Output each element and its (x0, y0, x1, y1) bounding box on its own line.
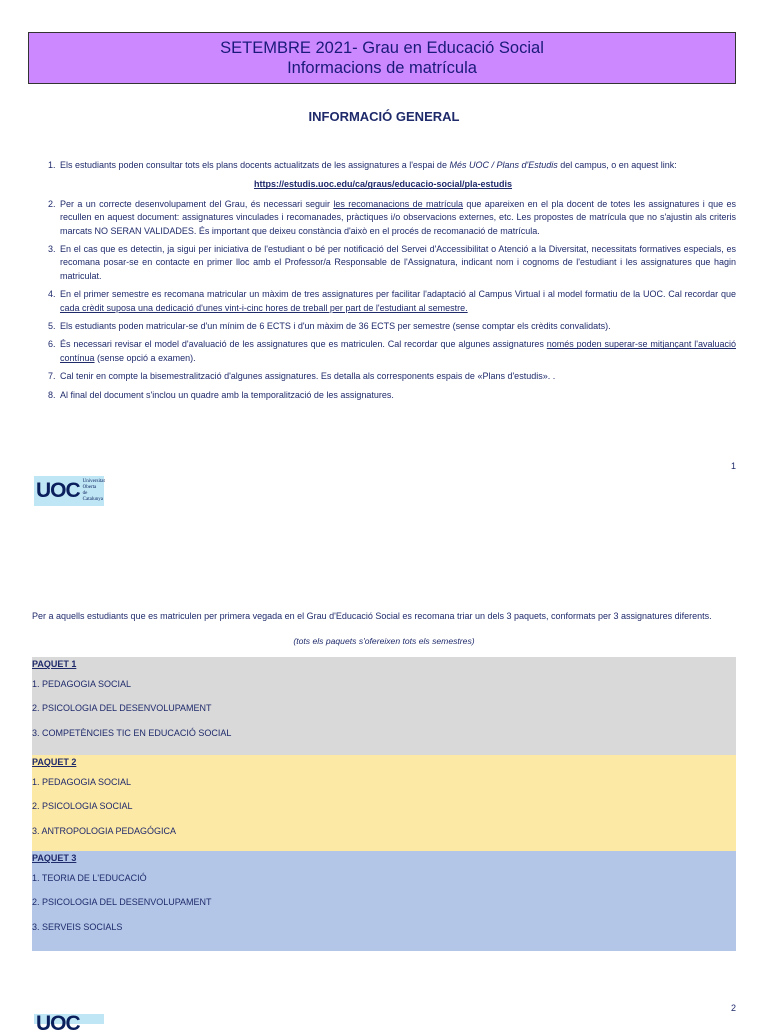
packet-title[interactable]: PAQUET 3 (32, 853, 77, 863)
logo-mark: UOC (36, 479, 80, 502)
item-number: 8. (48, 389, 56, 400)
item-text: En el cas que es detectin, ja sigui per iniciativa de l'estudiant o bé per notificació del Servei d'Accessibilitat o Atenció a la Diversitat, necessitats formatives especials, es recomana posar-se en contacte en primer lloc amb el Professor/a Responsable de l'Assignatura, indicant nom i cognoms de l'estudiant i les assignatures que hagin matriculat. (60, 244, 736, 281)
item-text: En el primer semestre es recomana matricular un màxim de tres assignatures per facilitar l'adaptació al Campus Virtual i al model formatiu de la UOC. Cal recordar que (60, 289, 736, 300)
item-text: (sense opció a examen). (94, 352, 196, 363)
info-item (30, 159, 736, 172)
underlined-text: cada crèdit suposa una dedicació d'unes vint-i-cinc hores de treball per part de l'estudiant al semestre. (60, 302, 468, 313)
item-text: Els estudiants poden consultar tots els plans docents actualitzats de les assignatures a l'espai de (60, 160, 450, 170)
packet-subject: 3. COMPETÈNCIES TIC EN EDUCACIÓ SOCIAL (32, 727, 232, 738)
packet-subject: 3. ANTROPOLOGIA PEDAGÓGICA (32, 825, 177, 836)
logo-mark: UOC (36, 1012, 80, 1035)
uoc-logo (34, 1012, 104, 1035)
info-item (30, 288, 736, 315)
item-text: Al final del document s'inclou un quadre amb la temporalització de les assignatures. (60, 389, 394, 400)
item-number: 3. (48, 244, 56, 255)
packet-title[interactable]: PAQUET 1 (32, 659, 77, 669)
packet-subject: 2. PSICOLOGIA DEL DESENVOLUPAMENT (32, 897, 212, 908)
item-number: 7. (48, 371, 56, 382)
uoc-logo (34, 476, 104, 506)
packet-subject: 3. SERVEIS SOCIALS (32, 921, 123, 932)
packet-3 (32, 851, 736, 951)
item-text: És necessari revisar el model d'avaluació de les assignatures que es matriculen. Cal recordar que algunes assignatures (60, 339, 547, 350)
item-number: 4. (48, 289, 56, 300)
intro-note: (tots els paquets s'ofereixen tots els semestres) (293, 636, 475, 646)
item-text: Els estudiants poden matricular-se d'un mínim de 6 ECTS i d'un màxim de 36 ECTS per semestre (sense comptar els crèdits convalidats). (60, 321, 611, 332)
info-item (30, 243, 736, 283)
item-number: 1. (48, 160, 56, 170)
item-text: Per a un correcte desenvolupament del Grau, és necessari seguir (60, 198, 334, 209)
section-title: INFORMACIÓ GENERAL (308, 109, 460, 124)
item-number: 2. (48, 198, 56, 209)
item-text: Cal tenir en compte la bisemestralització d'algunes assignatures. Es detalla als corresponents espais de «Plans d'estudis». . (60, 371, 556, 382)
logo-text: Universitat Oberta de Catalunya (82, 479, 105, 502)
intro-text: Per a aquells estudiants que es matriculen per primera vegada en el Grau d'Educació Social es recomana triar un dels 3 paquets, conformats per 3 assignatures diferents. (32, 611, 712, 621)
item-text: Més UOC / Plans d'Estudis (449, 160, 558, 170)
page-number: 1 (730, 461, 736, 471)
page-number: 2 (730, 1003, 736, 1013)
packet-subject: 1. PEDAGOGIA SOCIAL (32, 679, 132, 689)
document-header (28, 32, 736, 84)
packet-title[interactable]: PAQUET 2 (32, 757, 77, 767)
header-subtitle: Informacions de matrícula (287, 59, 477, 77)
item-text: que apareixen en el pla docent de totes les assignatures i que es recullen en aquest document: assignatures vinculades i recomanades, pràctiques i/o observacions externes, etc. Les propostes de matrícula que no s'ajustin als criteris marcats NO SERAN VALIDADES. És important que deixeu constància d'això en el procés de recomanació de matrícula. (60, 198, 736, 236)
packets-table (32, 657, 736, 951)
underlined-text: només poden superar-se mitjançant l'avaluació contínua (60, 339, 736, 363)
info-item (30, 338, 736, 365)
packet-subject: 1. TEORIA DE L'EDUCACIÓ (32, 873, 147, 883)
info-item (30, 320, 736, 333)
packet-subject: 2. PSICOLOGIA DEL DESENVOLUPAMENT (32, 703, 212, 714)
underlined-text: les recomanacions de matrícula (333, 198, 464, 209)
info-list (30, 159, 736, 407)
item-number: 6. (48, 339, 56, 350)
packet-2 (32, 755, 736, 851)
info-item (30, 198, 736, 238)
plans-link[interactable]: https://estudis.uoc.edu/ca/graus/educacio-social/pla-estudis (253, 179, 513, 190)
packet-subject: 1. PEDAGOGIA SOCIAL (32, 777, 132, 787)
info-item (30, 370, 736, 383)
item-number: 5. (48, 321, 56, 332)
header-title: SETEMBRE 2021- Grau en Educació Social (220, 39, 544, 57)
packet-1 (32, 657, 736, 755)
packet-subject: 2. PSICOLOGIA SOCIAL (32, 801, 133, 812)
info-item (30, 389, 736, 402)
item-text: del campus, o en aquest link: (557, 160, 677, 170)
